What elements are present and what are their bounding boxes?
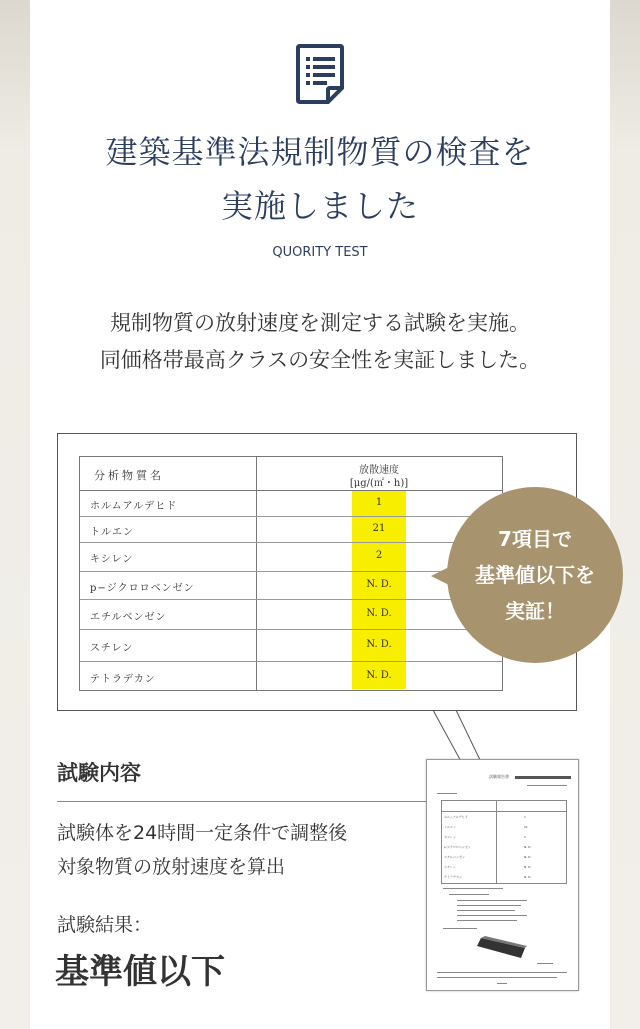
thumbnail-row-name: ホルムアルデヒド: [444, 815, 468, 819]
badge-text-line3: 実証！: [505, 599, 565, 623]
thumbnail-line: [457, 920, 517, 921]
substance-name: エチルベンゼン: [90, 612, 167, 623]
substance-value: 1: [375, 497, 383, 508]
test-content-heading: 試験内容: [57, 761, 141, 785]
thumbnail-row-value: 1: [524, 815, 526, 819]
thumbnail-row-name: トルエン: [444, 825, 457, 829]
test-content-line2: 対象物質の放射速度を算出: [57, 856, 286, 878]
thumbnail-row-value: 2: [524, 835, 526, 839]
thumbnail-line: [449, 894, 489, 895]
header-emission-unit: [μg/(㎡・h)]: [349, 478, 409, 489]
thumbnail-title: 試験報告書: [489, 774, 509, 779]
substance-name: トルエン: [90, 527, 134, 538]
badge-text-line1: 7項目で: [498, 527, 572, 551]
thumbnail-line: [457, 910, 515, 911]
page-title-line2: 実施しました: [220, 187, 419, 225]
thumbnail-row-value: N. D.: [524, 855, 532, 859]
test-content-line1: 試験体を24時間一定条件で調整後: [57, 822, 348, 844]
table-row: [80, 600, 502, 630]
test-result-label: 試験結果：: [57, 914, 153, 936]
substance-value: 2: [375, 550, 383, 561]
table-row: [80, 630, 502, 662]
thumbnail-row-name: キシレン: [444, 835, 456, 839]
lead-text-line2: 同価格帯最高クラスの安全性を実証しました。: [99, 348, 541, 372]
thumbnail-line: [457, 900, 527, 901]
page-subtitle: QUORITY TEST: [272, 245, 368, 260]
test-report-thumbnail: [426, 759, 579, 991]
thumbnail-line: [443, 928, 477, 929]
thumbnail-line: [497, 983, 507, 984]
substance-name: p−ジクロロベンゼン: [90, 583, 195, 594]
thumbnail-table-line: [442, 811, 566, 812]
thumbnail-line: [457, 905, 521, 906]
thumbnail-row-value: N. D.: [524, 865, 532, 869]
header-emission-rate: 放散速度: [359, 465, 399, 476]
thumbnail-row-value: N. D.: [524, 875, 532, 879]
table-row: [80, 662, 502, 690]
thumbnail-line: [443, 888, 503, 889]
substance-value: 21: [372, 523, 386, 534]
table-row: [80, 491, 502, 517]
thumbnail-table-divider: [496, 801, 497, 883]
table-header: [80, 457, 502, 491]
thumbnail-barcode: [515, 776, 571, 779]
section-divider: [57, 801, 427, 802]
substance-name: テトラデカン: [90, 674, 156, 685]
thumbnail-sample-photo: [477, 932, 533, 962]
test-result-value: 基準値以下: [55, 952, 225, 992]
substance-name: スチレン: [90, 643, 134, 654]
thumbnail-row-name: テトラデカン: [444, 875, 462, 879]
table-row: [80, 517, 502, 543]
page-title-line1: 建築基準法規制物質の検査を: [105, 133, 535, 171]
thumbnail-line: [437, 972, 567, 973]
thumbnail-line: [437, 793, 457, 794]
thumbnail-row-name: p-ジクロロベンゼン: [444, 845, 471, 849]
thumbnail-row-value: 21: [524, 825, 528, 829]
thumbnail-line: [437, 977, 557, 978]
thumbnail-line: [457, 915, 527, 916]
header-substance-name: 分析物質名: [94, 469, 164, 482]
thumbnail-table: [441, 800, 567, 884]
substance-value: N. D.: [366, 579, 392, 590]
thumbnail-line: [527, 785, 567, 786]
thumbnail-row-name: スチレン: [444, 865, 456, 869]
substance-value: N. D.: [366, 608, 392, 619]
substance-value: N. D.: [366, 670, 392, 681]
substance-value: N. D.: [366, 639, 392, 650]
substance-name: ホルムアルデヒド: [90, 501, 178, 512]
thumbnail-line: [537, 963, 553, 964]
thumbnail-row-name: エチルベンゼン: [444, 855, 465, 859]
lead-text-line1: 規制物質の放射速度を測定する試験を実施。: [110, 311, 530, 335]
badge-text-line2: 基準値以下を: [475, 563, 595, 587]
thumbnail-row-value: N. D.: [524, 845, 532, 849]
substance-name: キシレン: [90, 554, 134, 565]
